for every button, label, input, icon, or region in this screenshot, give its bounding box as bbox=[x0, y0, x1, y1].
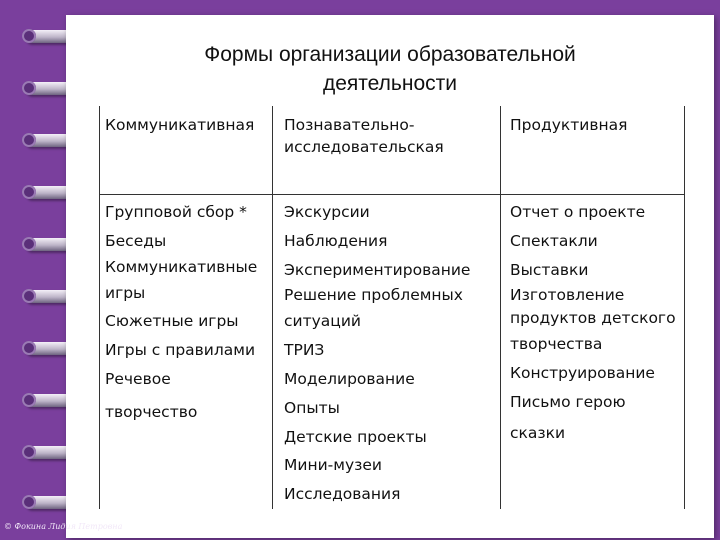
list-item: Сюжетные игры bbox=[105, 312, 239, 331]
header-cognitive bbox=[284, 114, 444, 158]
header-text: Познавательно- bbox=[284, 116, 415, 134]
list-item: Изготовление bbox=[510, 286, 625, 305]
list-item: сказки bbox=[510, 423, 566, 442]
column-productive bbox=[510, 198, 676, 448]
list-item: Игры с правилами bbox=[105, 341, 256, 360]
list-item: ситуаций bbox=[284, 312, 361, 331]
list-item: Групповой сбор * bbox=[105, 203, 247, 221]
list-item: продуктов детского bbox=[510, 309, 676, 328]
list-item: Детские проекты bbox=[284, 427, 427, 446]
list-item: Опыты bbox=[284, 398, 340, 417]
header-communicative bbox=[105, 114, 254, 136]
table-divider bbox=[500, 106, 501, 509]
header-text: Продуктивная bbox=[510, 116, 628, 134]
list-item: Мини-музеи bbox=[284, 456, 382, 475]
list-item: Коммуникативные bbox=[105, 257, 258, 276]
author-credit: © Фокина Лидия Петровна bbox=[4, 522, 123, 531]
list-item: Исследования bbox=[284, 485, 401, 504]
list-item: ТРИЗ bbox=[284, 341, 325, 360]
list-item: Экскурсии bbox=[284, 203, 370, 221]
list-item: творчество bbox=[105, 402, 198, 421]
header-separator bbox=[99, 194, 685, 195]
list-item: Наблюдения bbox=[284, 231, 388, 250]
list-item: Отчет о проекте bbox=[510, 203, 646, 221]
title-line-1: Формы организации образовательной bbox=[204, 43, 576, 66]
list-item: Конструирование bbox=[510, 364, 655, 383]
table-border-right bbox=[684, 106, 685, 509]
list-item: Решение проблемных bbox=[284, 286, 463, 305]
table-border-left bbox=[99, 106, 100, 509]
header-text: исследовательская bbox=[284, 138, 444, 156]
list-item: Спектакли bbox=[510, 231, 598, 250]
list-item: Моделирование bbox=[284, 369, 415, 388]
list-item: Речевое bbox=[105, 369, 171, 388]
title-line-2: деятельности bbox=[323, 72, 457, 95]
table-divider bbox=[272, 106, 273, 509]
header-productive bbox=[510, 114, 627, 136]
list-item: творчества bbox=[510, 335, 603, 354]
forms-table bbox=[99, 106, 685, 509]
list-item: игры bbox=[105, 283, 146, 302]
list-item: Выставки bbox=[510, 260, 589, 279]
list-item: Беседы bbox=[105, 231, 167, 250]
column-communicative bbox=[105, 198, 257, 427]
header-text: Коммуникативная bbox=[105, 116, 255, 134]
column-cognitive bbox=[284, 198, 470, 509]
list-item: Письмо герою bbox=[510, 392, 626, 411]
list-item: Экспериментирование bbox=[284, 260, 471, 279]
slide-title bbox=[130, 40, 650, 98]
